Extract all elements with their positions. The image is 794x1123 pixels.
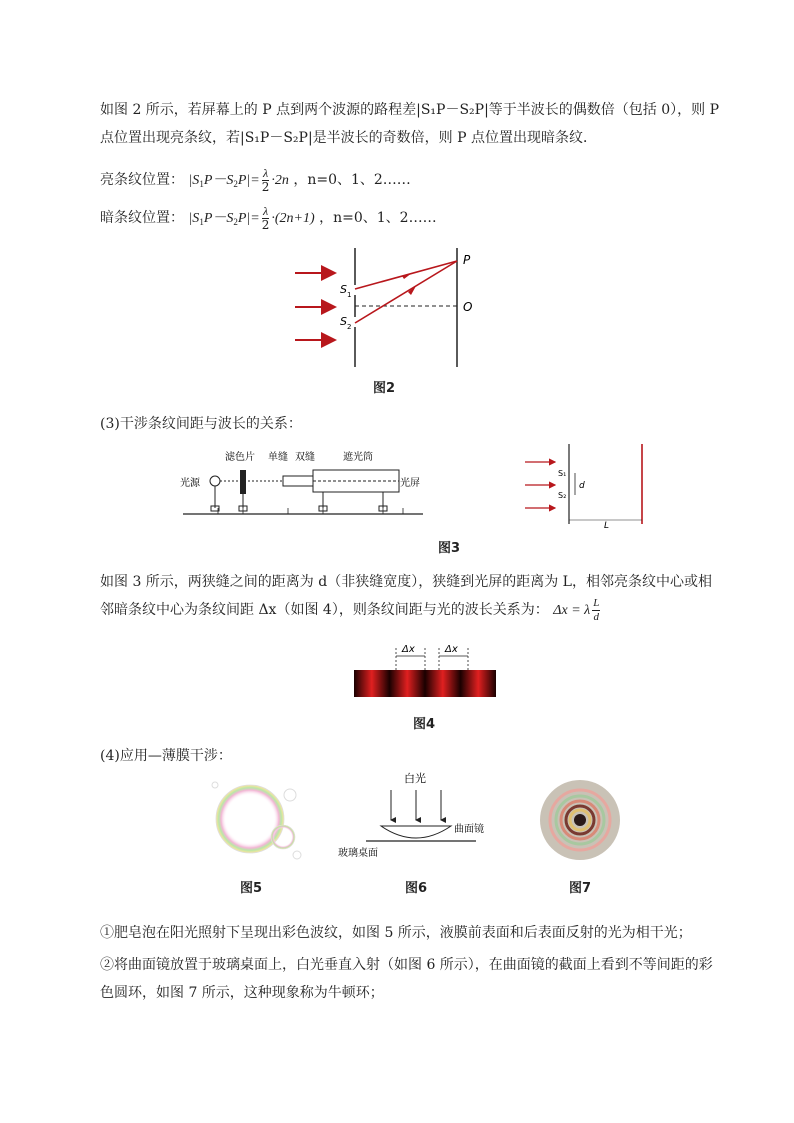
figure-2-double-slit-diagram	[290, 245, 490, 370]
s2-label: S	[340, 315, 347, 328]
bright-fringe-formula: 亮条纹位置： $|S_1P-S_2P|=$ $\frac{\lambda}{2}$ ·2n ，n=0、1、2……	[100, 165, 411, 194]
slit-s1-label: S₁	[558, 469, 567, 478]
l-label: L	[604, 521, 610, 530]
figure-3-caption: 图3	[438, 541, 461, 556]
paragraph-path-difference: 如图 2 所示，若屏幕上的 P 点到两个波源的路程差|S₁P－S₂P|等于半波长的偶数倍（包括 0），则 P 点位置出现亮条纹，若|S₁P－S₂P|是半波长的奇数倍，则 P 点位置出现暗条纹．	[100, 102, 720, 146]
o-label: O	[463, 300, 473, 314]
figure-7-caption: 图7	[569, 881, 592, 896]
section-3-heading: (3)干涉条纹间距与波长的关系：	[100, 416, 302, 432]
figure-3-apparatus	[178, 448, 428, 520]
figure-7-newton-rings	[538, 778, 622, 862]
source-label: 光源	[180, 478, 200, 489]
figure-4-fringe-pattern	[354, 640, 496, 700]
figure-5-soap-bubble	[205, 775, 305, 867]
dx-label-2: Δx	[445, 644, 458, 655]
figure-4-caption: 图4	[413, 717, 436, 732]
figure-6-caption: 图6	[405, 881, 428, 896]
white-light-label: 白光	[404, 772, 426, 785]
glass-label: 玻璃桌面	[338, 848, 378, 859]
p-label: P	[463, 253, 471, 267]
dark-fringe-label: 暗条纹位置：	[100, 210, 184, 226]
d-label: d	[579, 481, 585, 491]
bright-fringe-tail: ，n=0、1、2……	[293, 172, 411, 188]
fringe-spacing-text: 如图 3 所示，两狭缝之间的距离为 d（非狭缝宽度），狭缝到光屏的距离为 L，相邻亮条纹中心或相邻暗条纹中心为条纹间距 Δx（如图 4），则条纹间距与光的波长关系为：	[100, 574, 712, 618]
figure-2-caption: 图2	[373, 381, 396, 396]
screen-label: 光屏	[400, 478, 420, 489]
mirror-label: 曲面镜	[454, 824, 484, 835]
bright-fringe-label: 亮条纹位置：	[100, 172, 184, 188]
figure-5-caption: 图5	[240, 881, 263, 896]
figure-3-geometry	[520, 440, 650, 530]
dark-fringe-tail: ，n=0、1、2……	[319, 210, 437, 226]
single-slit-label: 单缝	[268, 452, 288, 463]
slit-s2-label: S₂	[558, 491, 567, 500]
double-slit-label: 双缝	[295, 452, 315, 463]
spacing-formula: Δx = λ $\frac{L}{d}$	[553, 597, 600, 624]
item-newton-rings: ②将曲面镜放置于玻璃桌面上，白光垂直入射（如图 6 所示），在曲面镜的截面上看到不等间距的彩色圆环，如图 7 所示，这种现象称为牛顿环；	[100, 957, 713, 1001]
s2-sub: 2	[347, 323, 352, 331]
dx-label-1: Δx	[402, 644, 415, 655]
s1-label: S	[340, 283, 347, 296]
dark-fringe-formula: 暗条纹位置： $|S_1P-S_2P|=$ $\frac{\lambda}{2}$ ·(2n+1) ，n=0、1、2……	[100, 203, 437, 232]
item-soap-bubble: ①肥皂泡在阳光照射下呈现出彩色波纹，如图 5 所示，液膜前表面和后表面反射的光为相干光；	[100, 925, 692, 941]
section-4-heading: (4)应用—薄膜干涉：	[100, 748, 232, 764]
s1-sub: 1	[347, 291, 352, 299]
figure-6-newton-setup	[336, 768, 496, 863]
filter-label: 滤色片	[225, 452, 255, 463]
tube-label: 遮光筒	[343, 452, 373, 463]
paragraph-fringe-spacing	[100, 568, 720, 625]
